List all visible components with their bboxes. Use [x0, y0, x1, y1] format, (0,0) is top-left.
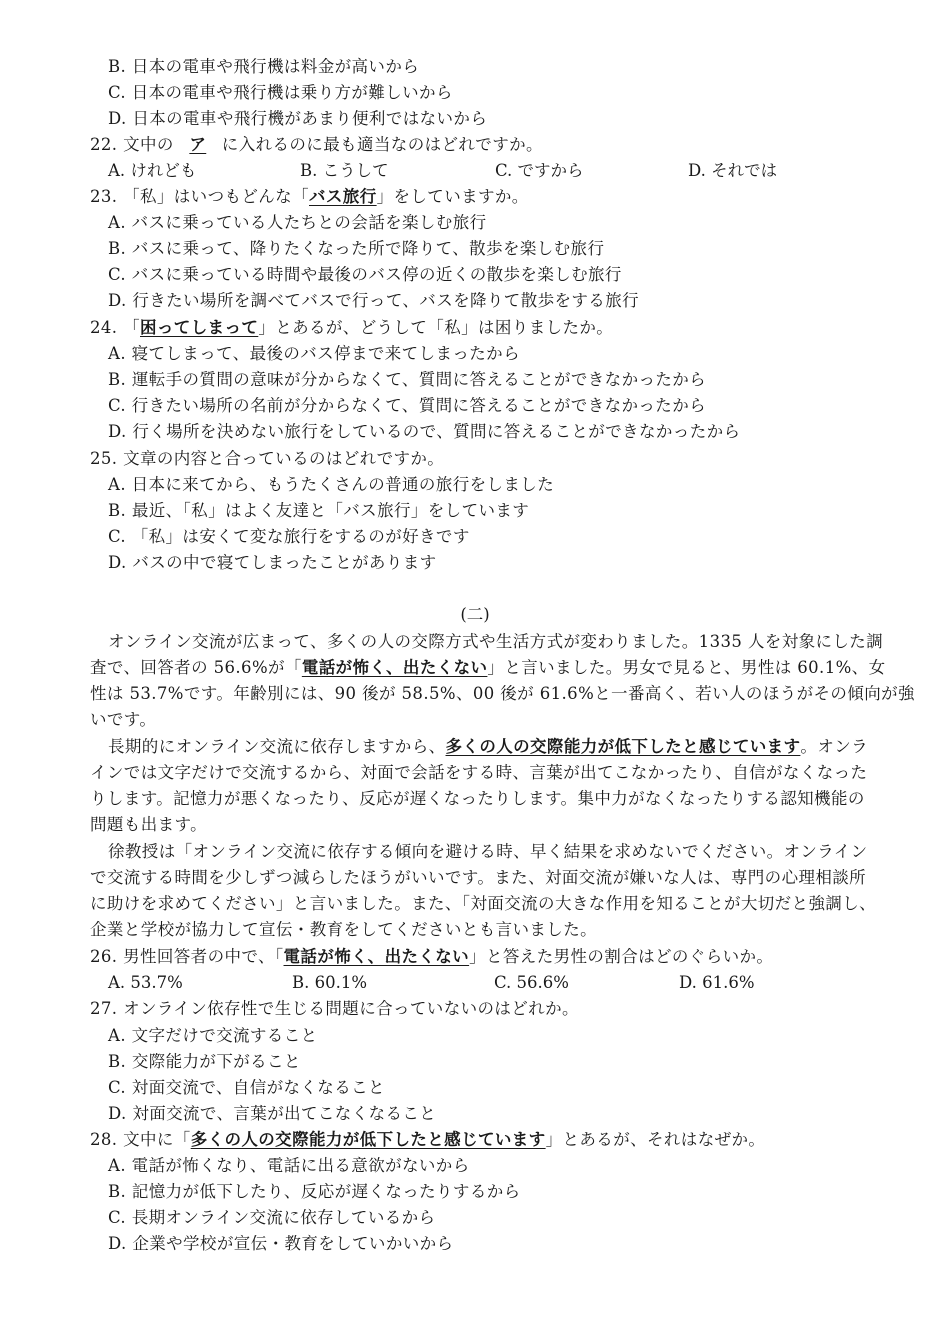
q23-option-d: D. 行きたい場所を調べてバスで行って、バスを降りて散歩をする旅行: [108, 291, 640, 310]
q22-option-c: C. ですから: [495, 161, 584, 180]
passage-p2-line3: りします。記憶力が悪くなったり、反応が遅くなったりします。集中力がなくなったりする認知機能の: [90, 789, 865, 808]
passage-p1-line3: 性は 53.7%です。年齢別には、90 後が 58.5%、00 後が 61.6%と一番高く、若い人のほうがその傾向が強: [90, 684, 915, 703]
q23-option-b: B. バスに乗って、降りたくなった所で降りて、散歩を楽しむ旅行: [108, 239, 605, 258]
q27-option-c: C. 対面交流で、自信がなくなること: [108, 1078, 385, 1097]
passage-p3-line4: 企業と学校が協力して宣伝・教育をしてくださいとも言いました。: [90, 920, 597, 939]
passage-p1-line4: いです。: [90, 710, 157, 729]
q27-option-a: A. 文字だけで交流すること: [108, 1026, 318, 1045]
passage-p3-line1: 徐教授は「オンライン交流に依存する傾向を避ける時、早く結果を求めないでください。オンライン: [108, 842, 868, 861]
q25-option-b: B. 最近、「私」はよく友達と「バス旅行」をしています: [108, 501, 530, 520]
passage-p3-line2: で交流する時間を少しずつ減らしたほうがいいです。また、対面交流が嫌いな人は、専門の心理相談所: [90, 868, 867, 887]
q23-option-a: A. バスに乗っている人たちとの会話を楽しむ旅行: [108, 213, 487, 232]
q24-underlined: 困ってしまって: [140, 318, 259, 337]
q28-option-d: D. 企業や学校が宣伝・教育をしていかいから: [108, 1234, 454, 1253]
q25-option-a: A. 日本に来てから、もうたくさんの普通の旅行をしました: [108, 475, 555, 494]
q26-option-d: D. 61.6%: [679, 973, 755, 992]
q26-option-c: C. 56.6%: [494, 973, 569, 992]
q27-option-b: B. 交際能力が下がること: [108, 1052, 301, 1071]
q28-option-a: A. 電話が怖くなり、電話に出る意欲がないから: [108, 1156, 470, 1175]
q24-option-c: C. 行きたい場所の名前が分からなくて、質問に答えることができなかったから: [108, 396, 706, 415]
q24-option-d: D. 行く場所を決めない旅行をしているので、質問に答えることができなかったから: [108, 422, 741, 441]
q28-option-b: B. 記憶力が低下したり、反応が遅くなったりするから: [108, 1182, 521, 1201]
q26-option-b: B. 60.1%: [292, 973, 368, 992]
section-title: (二): [460, 605, 490, 624]
q21-option-b: B. 日本の電車や飛行機は料金が高いから: [108, 57, 420, 76]
q21-option-d: D. 日本の電車や飛行機があまり便利ではないから: [108, 109, 488, 128]
q22-stem: 22. 文中の ア に入れるのに最も適当なのはどれですか。: [90, 135, 543, 154]
q25-stem: 25. 文章の内容と合っているのはどれですか。: [90, 449, 445, 468]
q26-stem: 26. 男性回答者の中で、「電話が怖く、出たくない」と答えた男性の割合はどのぐらいか。: [90, 947, 774, 966]
passage-underlined-1: 電話が怖く、出たくない: [301, 658, 488, 677]
q24-option-b: B. 運転手の質問の意味が分からなくて、質問に答えることができなかったから: [108, 370, 707, 389]
q24-stem: 24. 「困ってしまって」とあるが、どうして「私」は困りましたか。: [90, 318, 614, 337]
q26-option-a: A. 53.7%: [108, 973, 183, 992]
q22-option-b: B. こうして: [300, 161, 389, 180]
passage-p2-line2: インでは文字だけで交流するから、対面で会話をする時、言葉が出てこなかったり、自信がなくなった: [90, 763, 868, 782]
q22-option-d: D. それでは: [688, 161, 778, 180]
q23-underlined: バス旅行: [309, 187, 377, 206]
q27-stem: 27. オンライン依存性で生じる問題に合っていないのはどれか。: [90, 999, 579, 1018]
passage-p2-line1: 長期的にオンライン交流に依存しますから、多くの人の交際能力が低下したと感じています。オンラ: [108, 737, 869, 756]
q23-option-c: C. バスに乗っている時間や最後のバス停の近くの散歩を楽しむ旅行: [108, 265, 622, 284]
q28-option-c: C. 長期オンライン交流に依存しているから: [108, 1208, 436, 1227]
q26-underlined: 電話が怖く、出たくない: [283, 947, 470, 966]
passage-p2-line4: 問題も出ます。: [90, 815, 207, 834]
q22-option-a: A. けれども: [108, 161, 197, 180]
q25-option-c: C. 「私」は安くて変な旅行をするのが好きです: [108, 527, 470, 546]
passage-underlined-2: 多くの人の交際能力が低下したと感じています: [445, 737, 801, 756]
q21-option-c: C. 日本の電車や飛行機は乗り方が難しいから: [108, 83, 453, 102]
passage-p1-line2: 査で、回答者の 56.6%が「電話が怖く、出たくない」と言いました。男女で見ると、男性は 60.1%、女: [90, 658, 886, 677]
q28-stem: 28. 文中に「多くの人の交際能力が低下したと感じています」とあるが、それはなぜか。: [90, 1130, 766, 1149]
q22-blank: ア: [189, 135, 207, 154]
passage-p1-line1: オンライン交流が広まって、多くの人の交際方式や生活方式が変わりました。1335 人を対象にした調: [108, 632, 884, 651]
q24-option-a: A. 寝てしまって、最後のバス停まで来てしまったから: [108, 344, 520, 363]
q28-underlined: 多くの人の交際能力が低下したと感じています: [190, 1130, 546, 1149]
q23-stem: 23. 「私」はいつもどんな「バス旅行」をしていますか。: [90, 187, 529, 206]
q27-option-d: D. 対面交流で、言葉が出てこなくなること: [108, 1104, 437, 1123]
passage-p3-line3: に助けを求めてください」と言いました。また、「対面交流の大きな作用を知ることが大切だと強調し、: [90, 894, 877, 913]
q25-option-d: D. バスの中で寝てしまったことがあります: [108, 553, 437, 572]
